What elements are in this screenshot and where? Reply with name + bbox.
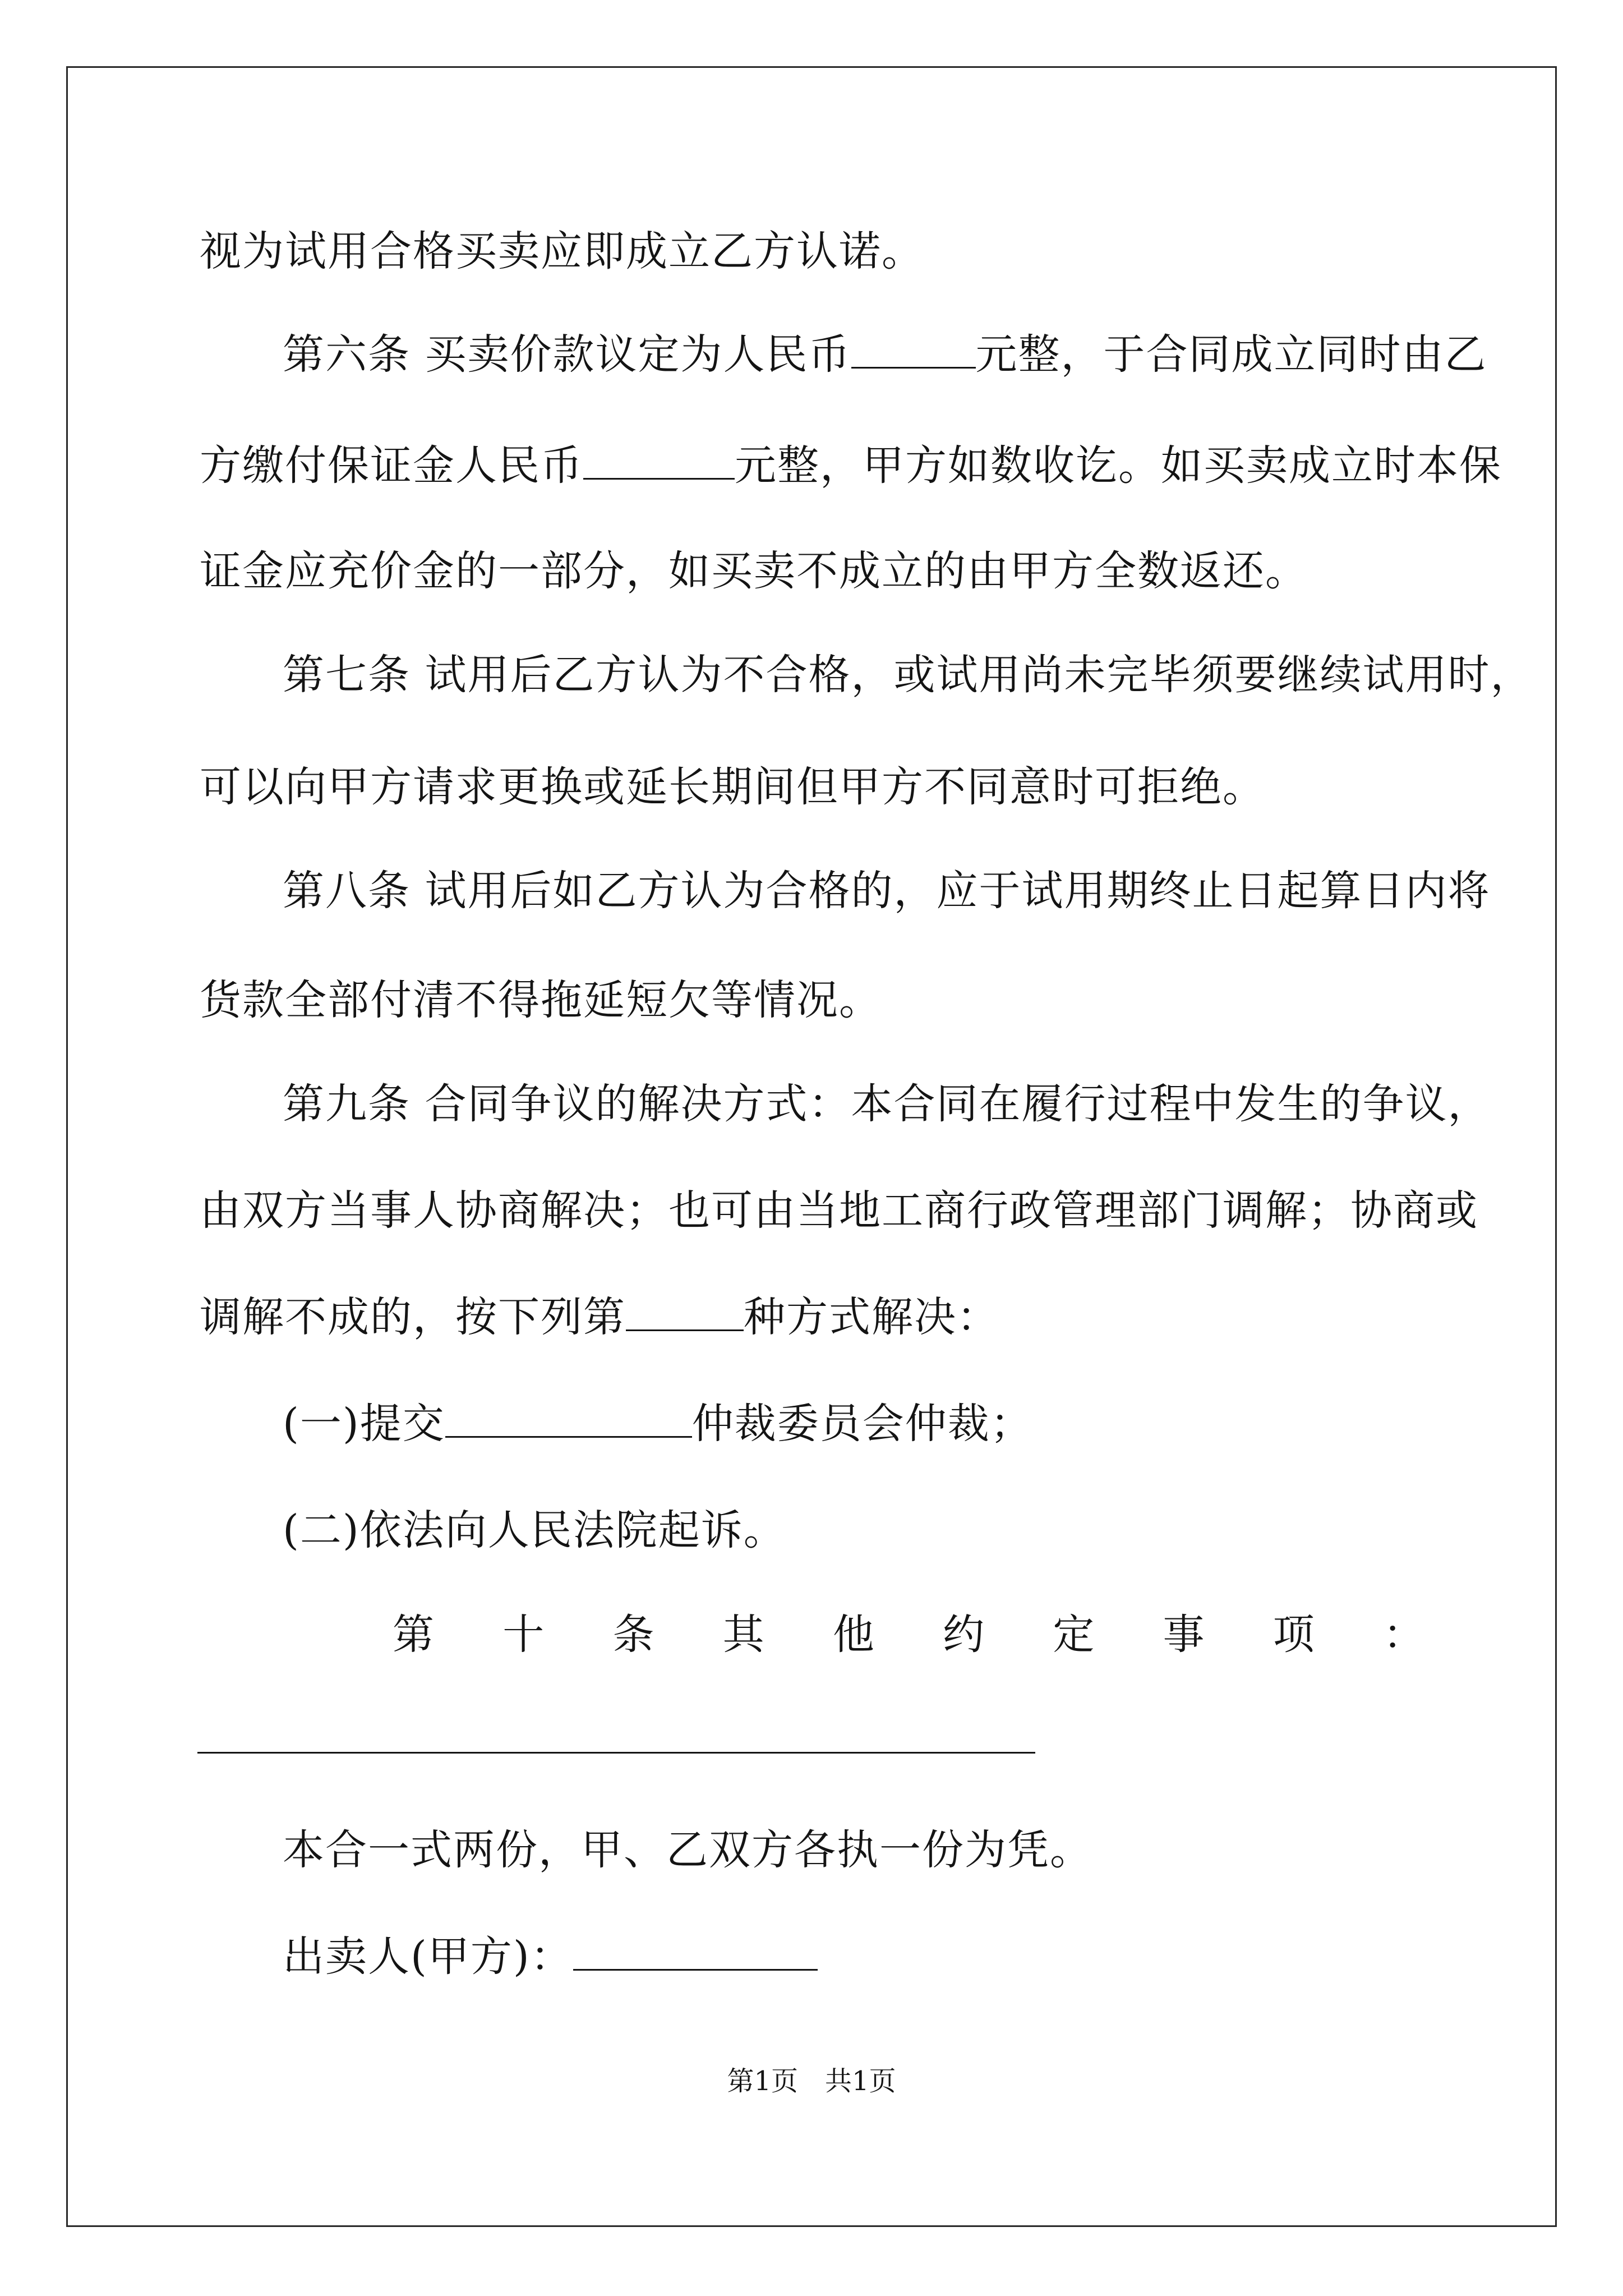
article-10-char: 其	[722, 1611, 764, 1659]
text-line: 证金应充价金的一部分，如买卖不成立的由甲方全数返还。	[200, 547, 1308, 595]
article-10-char: ：	[1382, 1611, 1424, 1659]
article-10-char: 事	[1163, 1611, 1205, 1659]
article-10-char: 十	[502, 1611, 545, 1659]
text-line: 视为试用合格买卖应即成立乙方认诺。	[200, 227, 924, 275]
option-2-line: (二)依法向人民法院起诉。	[283, 1506, 786, 1554]
article-10-char: 约	[943, 1611, 985, 1659]
deposit-blank	[583, 439, 735, 480]
article-10-char: 定	[1053, 1611, 1095, 1659]
other-matters-blank	[197, 1752, 1035, 1754]
article-7-line-1: 第七条 试用后乙方认为不合格，或试用尚未完毕须要继续试用时，	[283, 651, 1533, 699]
closing-line: 本合一式两份，甲、乙双方各执一份为凭。	[283, 1826, 1092, 1874]
article-10-char: 项	[1272, 1611, 1315, 1659]
article-10-char: 他	[832, 1611, 874, 1659]
text-line: 由双方当事人协商解决；也可由当地工商行政管理部门调解；协商或	[200, 1186, 1478, 1235]
article-6-line-1: 第六条 买卖价款议定为人民币 元整，于合同成立同时由乙	[283, 328, 1487, 381]
text-line: 可以向甲方请求更换或延长期间但甲方不同意时可拒绝。	[200, 763, 1265, 811]
arbitration-blank	[445, 1397, 692, 1438]
price-blank	[851, 328, 976, 369]
seller-signature-line: 出卖人(甲方)：	[283, 1930, 818, 1984]
page-number: 第1页 共1页	[727, 2065, 896, 2097]
article-10-char: 条	[612, 1611, 654, 1659]
article-10-heading	[393, 1608, 1424, 1662]
seller-blank	[573, 1930, 818, 1971]
article-9-line-1: 第九条 合同争议的解决方式：本合同在履行过程中发生的争议，	[283, 1080, 1491, 1128]
article-10-char: 第	[393, 1611, 434, 1659]
text-line: 货款全部付清不得拖延短欠等情况。	[200, 976, 882, 1024]
article-8-line-1: 第八条 试用后如乙方认为合格的，应于试用期终止日起算日内将	[283, 867, 1491, 915]
method-blank	[626, 1290, 744, 1331]
page-frame	[66, 66, 1557, 2227]
article-9-line-3: 调解不成的，按下列第 种方式解决：	[200, 1290, 999, 1344]
option-1-line: (一)提交 仲裁委员会仲裁；	[283, 1397, 1033, 1451]
article-6-line-2: 方缴付保证金人民币 元整，甲方如数收讫。如买卖成立时本保	[200, 439, 1502, 493]
